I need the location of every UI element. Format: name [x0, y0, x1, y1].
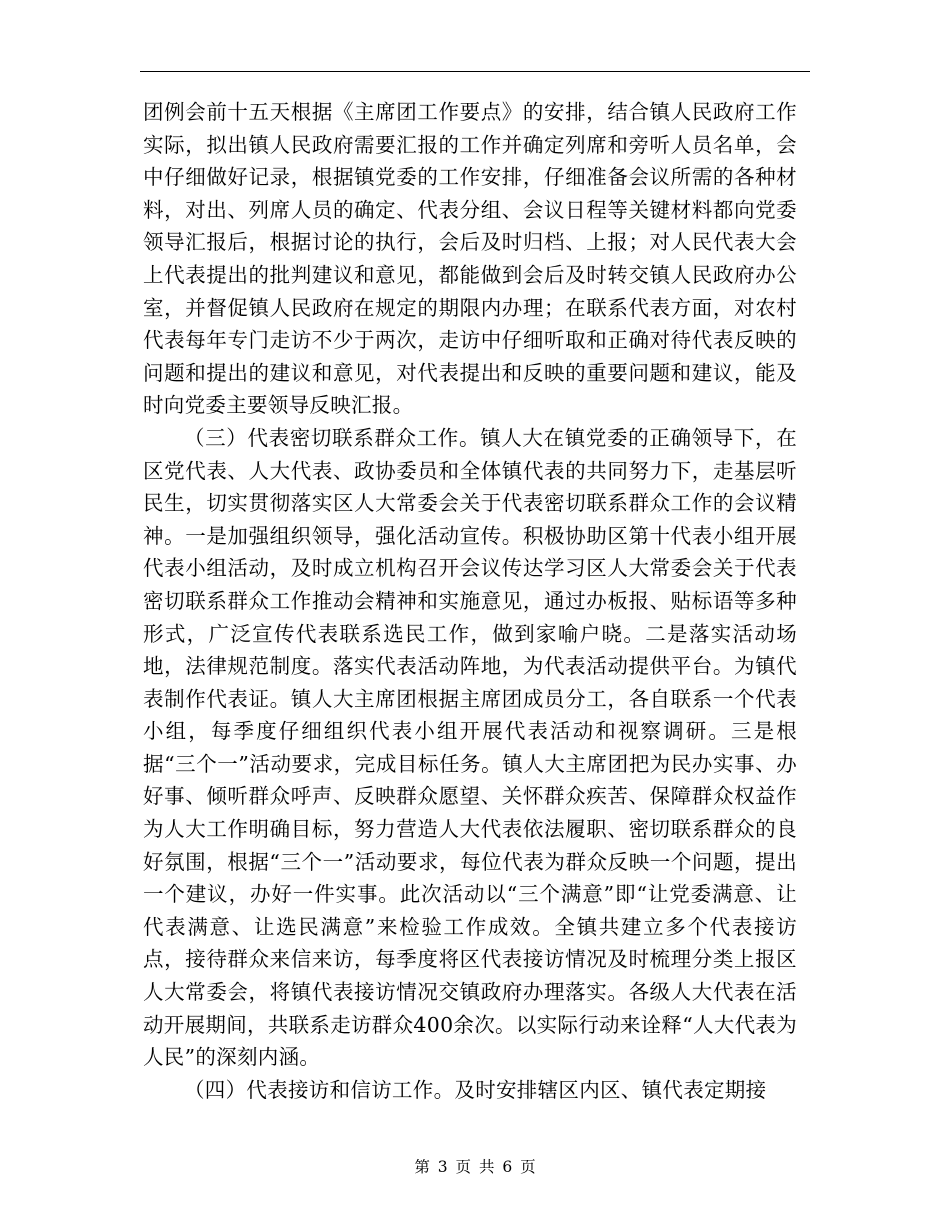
header-rule: [140, 71, 810, 72]
page-number-footer: 第 3 页 共 6 页: [414, 1158, 536, 1176]
document-body: [143, 96, 797, 1106]
paragraph-3: （四）代表接访和信访工作。及时安排辖区内区、镇代表定期接: [184, 1077, 767, 1102]
paragraph-2: （三）代表密切联系群众工作。镇人大在镇党委的正确领导下，在区党代表、人大代表、政协委员和全体镇代表的共同努力下，走基层听民生，切实贯彻落实区人大常委会关于代表密切联系群众工作的会议精神。一是加强组织领导，强化活动宣传。积极协助区第十代表小组开展代表小组活动，及时成立机构召开会议传达学习区人大常委会关于代表密切联系群众工作推动会精神和实施意见，通过办板报、贴标语等多种形式，广泛宣传代表联系选民工作，做到家喻户晓。二是落实活动场地，法律规范制度。落实代表活动阵地，为代表活动提供平台。为镇代表制作代表证。镇人大主席团根据主席团成员分工，各自联系一个代表小组，每季度仔细组织代表小组开展代表活动和视察调研。三是根据“三个一”活动要求，完成目标任务。镇人大主席团把为民办实事、办好事、倾听群众呼声、反映群众愿望、关怀群众疾苦、保障群众权益作为人大工作明确目标，努力营造人大代表依法履职、密切联系群众的良好氛围，根据“三个一”活动要求，每位代表为群众反映一个问题，提出一个建议，办好一件实事。此次活动以“三个满意”即“让党委满意、让代表满意、让选民满意”来检验工作成效。全镇共建立多个代表接访点，接待群众来信来访，每季度将区代表接访情况及时梳理分类上报区人大常委会，将镇代表接访情况交镇政府办理落实。各级人大代表在活动开展期间，共联系走访群众400余次。以实际行动来诠释“人大代表为人民”的深刻内涵。: [143, 425, 798, 1070]
paragraph-1: 团例会前十五天根据《主席团工作要点》的安排，结合镇人民政府工作实际，拟出镇人民政府需要汇报的工作并确定列席和旁听人员名单，会中仔细做好记录，根据镇党委的工作安排，仔细准备会议所需的各种材料，对出、列席人员的确定、代表分组、会议日程等关键材料都向党委领导汇报后，根据讨论的执行，会后及时归档、上报；对人民代表大会上代表提出的批判建议和意见，都能做到会后及时转交镇人民政府办公室，并督促镇人民政府在规定的期限内办理；在联系代表方面，对农村代表每年专门走访不少于两次，走访中仔细听取和正确对待代表反映的问题和提出的建议和意见，对代表提出和反映的重要问题和建议，能及时向党委主要领导反映汇报。: [143, 100, 797, 418]
